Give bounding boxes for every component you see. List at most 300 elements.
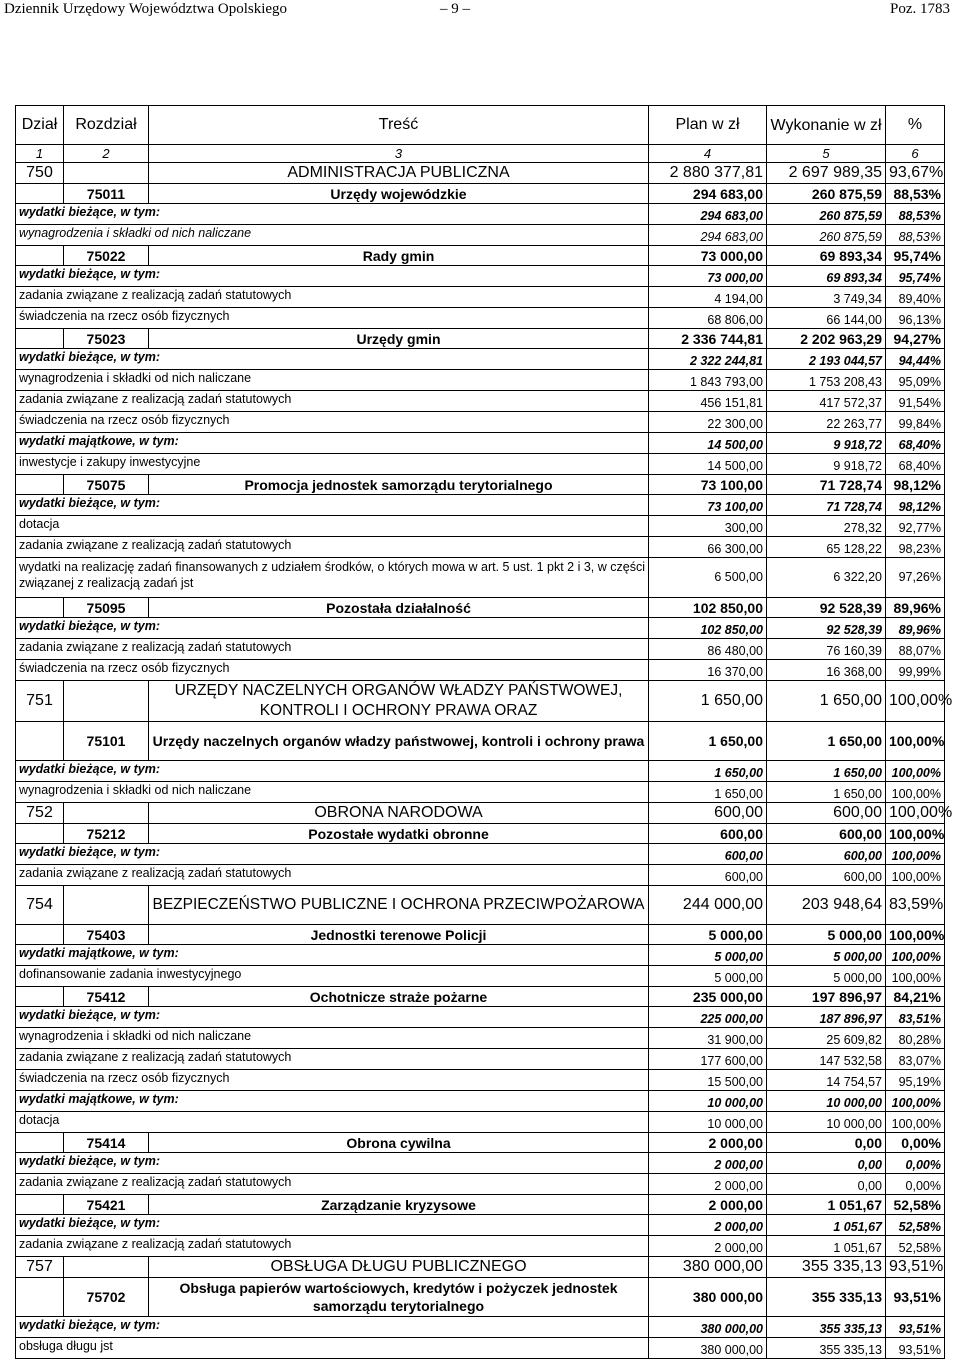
percent-value: 0,00% bbox=[886, 1174, 945, 1195]
chapter-code: 75011 bbox=[64, 184, 149, 204]
percent-value: 52,58% bbox=[886, 1215, 945, 1236]
plan-value: 1 650,00 bbox=[649, 681, 767, 722]
percent-value: 93,51% bbox=[886, 1278, 945, 1317]
execution-value: 1 051,67 bbox=[767, 1236, 886, 1257]
empty-cell bbox=[64, 886, 149, 925]
percent-value: 93,51% bbox=[886, 1338, 945, 1359]
percent-value: 88,53% bbox=[886, 184, 945, 204]
plan-value: 68 806,00 bbox=[649, 308, 767, 329]
execution-value: 65 128,22 bbox=[767, 537, 886, 558]
expense-row bbox=[16, 865, 945, 886]
empty-cell bbox=[64, 1257, 149, 1278]
expense-row bbox=[16, 308, 945, 329]
percent-value: 93,51% bbox=[886, 1317, 945, 1338]
plan-value: 86 480,00 bbox=[649, 639, 767, 660]
plan-value: 5 000,00 bbox=[649, 945, 767, 966]
percent-value: 88,53% bbox=[886, 225, 945, 246]
percent-value: 100,00% bbox=[886, 844, 945, 865]
plan-value: 2 336 744,81 bbox=[649, 329, 767, 349]
chapter-row bbox=[16, 475, 945, 495]
plan-value: 380 000,00 bbox=[649, 1338, 767, 1359]
expense-label: zadania związane z realizacją zadań statutowych bbox=[16, 287, 649, 308]
chapter-code: 75421 bbox=[64, 1195, 149, 1215]
percent-value: 93,67% bbox=[886, 163, 945, 184]
expense-label: wynagrodzenia i składki od nich naliczane bbox=[16, 1028, 649, 1049]
execution-value: 71 728,74 bbox=[767, 495, 886, 516]
plan-value: 1 650,00 bbox=[649, 761, 767, 782]
chapter-name: Urzędy wojewódzkie bbox=[149, 184, 649, 204]
chapter-row bbox=[16, 824, 945, 844]
percent-value: 99,84% bbox=[886, 412, 945, 433]
expense-row bbox=[16, 844, 945, 865]
expense-label: wydatki bieżące, w tym: bbox=[16, 495, 649, 516]
execution-value: 355 335,13 bbox=[767, 1278, 886, 1317]
percent-value: 100,00% bbox=[886, 865, 945, 886]
percent-value: 100,00% bbox=[886, 722, 945, 761]
execution-value: 0,00 bbox=[767, 1174, 886, 1195]
expense-row bbox=[16, 1028, 945, 1049]
section-row bbox=[16, 1257, 945, 1278]
chapter-name: Urzędy naczelnych organów władzy państwowej, kontroli i ochrony prawa bbox=[149, 722, 649, 761]
expense-label: zadania związane z realizacją zadań statutowych bbox=[16, 1049, 649, 1070]
percent-value: 100,00% bbox=[886, 945, 945, 966]
plan-value: 2 000,00 bbox=[649, 1153, 767, 1174]
expense-label: wydatki bieżące, w tym: bbox=[16, 618, 649, 639]
percent-value: 68,40% bbox=[886, 433, 945, 454]
execution-value: 600,00 bbox=[767, 803, 886, 824]
chapter-name: Jednostki terenowe Policji bbox=[149, 925, 649, 945]
plan-value: 10 000,00 bbox=[649, 1112, 767, 1133]
plan-value: 600,00 bbox=[649, 844, 767, 865]
expense-row bbox=[16, 1070, 945, 1091]
execution-value: 3 749,34 bbox=[767, 287, 886, 308]
expense-row bbox=[16, 1007, 945, 1028]
budget-table bbox=[15, 105, 953, 1359]
plan-value: 102 850,00 bbox=[649, 618, 767, 639]
expense-label: wydatki bieżące, w tym: bbox=[16, 761, 649, 782]
plan-value: 235 000,00 bbox=[649, 987, 767, 1007]
execution-value: 600,00 bbox=[767, 865, 886, 886]
plan-value: 16 370,00 bbox=[649, 660, 767, 681]
section-row bbox=[16, 681, 945, 722]
execution-value: 203 948,64 bbox=[767, 886, 886, 925]
chapter-name: Rady gmin bbox=[149, 246, 649, 266]
expense-label: świadczenia na rzecz osób fizycznych bbox=[16, 412, 649, 433]
expense-label: zadania związane z realizacją zadań statutowych bbox=[16, 1174, 649, 1195]
expense-row bbox=[16, 1153, 945, 1174]
expense-label: wydatki bieżące, w tym: bbox=[16, 204, 649, 225]
expense-row bbox=[16, 639, 945, 660]
empty-cell bbox=[16, 722, 64, 761]
chapter-code: 75023 bbox=[64, 329, 149, 349]
expense-row bbox=[16, 782, 945, 803]
column-number: 4 bbox=[649, 145, 767, 163]
chapter-code: 75414 bbox=[64, 1133, 149, 1153]
execution-value: 1 753 208,43 bbox=[767, 370, 886, 391]
page-header bbox=[0, 0, 960, 20]
expense-row bbox=[16, 1049, 945, 1070]
expense-row bbox=[16, 433, 945, 454]
percent-value: 93,51% bbox=[886, 1257, 945, 1278]
plan-value: 244 000,00 bbox=[649, 886, 767, 925]
page-number: – 9 – bbox=[440, 1, 470, 17]
empty-cell bbox=[16, 824, 64, 844]
plan-value: 2 000,00 bbox=[649, 1195, 767, 1215]
plan-value: 600,00 bbox=[649, 865, 767, 886]
expense-label: wydatki majątkowe, w tym: bbox=[16, 1091, 649, 1112]
expense-label: świadczenia na rzecz osób fizycznych bbox=[16, 308, 649, 329]
execution-value: 197 896,97 bbox=[767, 987, 886, 1007]
expense-label: dotacja bbox=[16, 516, 649, 537]
plan-value: 10 000,00 bbox=[649, 1091, 767, 1112]
chapter-code: 75022 bbox=[64, 246, 149, 266]
plan-value: 6 500,00 bbox=[649, 558, 767, 598]
plan-value: 600,00 bbox=[649, 824, 767, 844]
empty-cell bbox=[16, 1278, 64, 1317]
empty-cell bbox=[16, 184, 64, 204]
expense-row bbox=[16, 1338, 945, 1359]
empty-cell bbox=[16, 1195, 64, 1215]
empty-cell bbox=[16, 598, 64, 618]
execution-value: 66 144,00 bbox=[767, 308, 886, 329]
execution-value: 14 754,57 bbox=[767, 1070, 886, 1091]
chapter-code: 75095 bbox=[64, 598, 149, 618]
chapter-row bbox=[16, 1278, 945, 1317]
empty-cell bbox=[16, 475, 64, 495]
execution-value: 92 528,39 bbox=[767, 598, 886, 618]
execution-value: 9 918,72 bbox=[767, 433, 886, 454]
expense-label: wydatki bieżące, w tym: bbox=[16, 1215, 649, 1236]
plan-value: 2 000,00 bbox=[649, 1215, 767, 1236]
percent-value: 97,26% bbox=[886, 558, 945, 598]
percent-value: 94,27% bbox=[886, 329, 945, 349]
expense-label: wydatki majątkowe, w tym: bbox=[16, 433, 649, 454]
expense-row bbox=[16, 1215, 945, 1236]
percent-value: 100,00% bbox=[886, 824, 945, 844]
execution-value: 260 875,59 bbox=[767, 184, 886, 204]
section-code: 750 bbox=[16, 163, 64, 184]
section-name: OBRONA NARODOWA bbox=[149, 803, 649, 824]
expense-row bbox=[16, 225, 945, 246]
plan-value: 225 000,00 bbox=[649, 1007, 767, 1028]
table-header-row bbox=[16, 106, 945, 145]
expense-label: wydatki bieżące, w tym: bbox=[16, 1007, 649, 1028]
section-row bbox=[16, 803, 945, 824]
column-number: 2 bbox=[64, 145, 149, 163]
plan-value: 73 100,00 bbox=[649, 495, 767, 516]
execution-value: 5 000,00 bbox=[767, 925, 886, 945]
percent-value: 52,58% bbox=[886, 1195, 945, 1215]
expense-label: zadania związane z realizacją zadań statutowych bbox=[16, 639, 649, 660]
expense-row bbox=[16, 537, 945, 558]
plan-value: 2 000,00 bbox=[649, 1133, 767, 1153]
percent-value: 83,59% bbox=[886, 886, 945, 925]
chapter-code: 75101 bbox=[64, 722, 149, 761]
execution-value: 10 000,00 bbox=[767, 1112, 886, 1133]
empty-cell bbox=[16, 246, 64, 266]
percent-value: 100,00% bbox=[886, 681, 945, 722]
execution-value: 22 263,77 bbox=[767, 412, 886, 433]
execution-value: 2 202 963,29 bbox=[767, 329, 886, 349]
expense-row bbox=[16, 412, 945, 433]
plan-value: 5 000,00 bbox=[649, 966, 767, 987]
execution-value: 25 609,82 bbox=[767, 1028, 886, 1049]
section-code: 752 bbox=[16, 803, 64, 824]
chapter-code: 75702 bbox=[64, 1278, 149, 1317]
budget-table-body bbox=[16, 106, 953, 1359]
section-name: URZĘDY NACZELNYCH ORGANÓW WŁADZY PAŃSTWOWEJ, KONTROLI I OCHRONY PRAWA ORAZ bbox=[149, 681, 649, 722]
expense-label: wydatki na realizację zadań finansowanych z udziałem środków, o których mowa w art. 5 ust. 1 pkt 2 i 3, w części związanej z realizacją zadań jst bbox=[16, 558, 649, 598]
section-name: ADMINISTRACJA PUBLICZNA bbox=[149, 163, 649, 184]
plan-value: 380 000,00 bbox=[649, 1257, 767, 1278]
column-number: 1 bbox=[16, 145, 64, 163]
execution-value: 600,00 bbox=[767, 824, 886, 844]
empty-cell bbox=[16, 329, 64, 349]
empty-cell bbox=[16, 925, 64, 945]
chapter-name: Obrona cywilna bbox=[149, 1133, 649, 1153]
percent-value: 94,44% bbox=[886, 349, 945, 370]
expense-label: wynagrodzenia i składki od nich naliczane bbox=[16, 225, 649, 246]
execution-value: 10 000,00 bbox=[767, 1091, 886, 1112]
chapter-name: Zarządzanie kryzysowe bbox=[149, 1195, 649, 1215]
percent-value: 0,00% bbox=[886, 1153, 945, 1174]
chapter-name: Obsługa papierów wartościowych, kredytów i pożyczek jednostek samorządu terytorialnego bbox=[149, 1278, 649, 1317]
plan-value: 1 650,00 bbox=[649, 722, 767, 761]
percent-value: 100,00% bbox=[886, 761, 945, 782]
execution-value: 355 335,13 bbox=[767, 1338, 886, 1359]
percent-value: 95,74% bbox=[886, 246, 945, 266]
execution-value: 1 650,00 bbox=[767, 722, 886, 761]
section-row bbox=[16, 886, 945, 925]
expense-label: świadczenia na rzecz osób fizycznych bbox=[16, 660, 649, 681]
plan-value: 4 194,00 bbox=[649, 287, 767, 308]
plan-value: 456 151,81 bbox=[649, 391, 767, 412]
execution-value: 69 893,34 bbox=[767, 266, 886, 287]
expense-row bbox=[16, 966, 945, 987]
plan-value: 2 000,00 bbox=[649, 1174, 767, 1195]
expense-row bbox=[16, 618, 945, 639]
plan-value: 73 000,00 bbox=[649, 266, 767, 287]
percent-value: 92,77% bbox=[886, 516, 945, 537]
execution-value: 600,00 bbox=[767, 844, 886, 865]
column-number: 3 bbox=[149, 145, 649, 163]
expense-row bbox=[16, 1236, 945, 1257]
expense-row bbox=[16, 1091, 945, 1112]
expense-row bbox=[16, 266, 945, 287]
expense-row bbox=[16, 204, 945, 225]
percent-value: 89,96% bbox=[886, 598, 945, 618]
expense-label: wynagrodzenia i składki od nich naliczane bbox=[16, 370, 649, 391]
header-percent: % bbox=[886, 106, 945, 145]
execution-value: 92 528,39 bbox=[767, 618, 886, 639]
execution-value: 260 875,59 bbox=[767, 225, 886, 246]
percent-value: 88,53% bbox=[886, 204, 945, 225]
plan-value: 600,00 bbox=[649, 803, 767, 824]
section-name: OBSŁUGA DŁUGU PUBLICZNEGO bbox=[149, 1257, 649, 1278]
expense-label: dofinansowanie zadania inwestycyjnego bbox=[16, 966, 649, 987]
percent-value: 100,00% bbox=[886, 803, 945, 824]
percent-value: 0,00% bbox=[886, 1133, 945, 1153]
execution-value: 1 650,00 bbox=[767, 761, 886, 782]
expense-row bbox=[16, 370, 945, 391]
empty-cell bbox=[64, 803, 149, 824]
plan-value: 2 000,00 bbox=[649, 1236, 767, 1257]
plan-value: 14 500,00 bbox=[649, 454, 767, 475]
empty-cell bbox=[64, 681, 149, 722]
execution-value: 2 193 044,57 bbox=[767, 349, 886, 370]
expense-label: obsługa długu jst bbox=[16, 1338, 649, 1359]
expense-row bbox=[16, 1317, 945, 1338]
percent-value: 98,23% bbox=[886, 537, 945, 558]
execution-value: 0,00 bbox=[767, 1153, 886, 1174]
expense-row bbox=[16, 761, 945, 782]
expense-row bbox=[16, 454, 945, 475]
section-code: 757 bbox=[16, 1257, 64, 1278]
expense-row bbox=[16, 516, 945, 537]
expense-row bbox=[16, 660, 945, 681]
percent-value: 91,54% bbox=[886, 391, 945, 412]
column-number: 6 bbox=[886, 145, 945, 163]
column-number-row bbox=[16, 145, 945, 163]
empty-cell bbox=[64, 163, 149, 184]
plan-value: 380 000,00 bbox=[649, 1317, 767, 1338]
percent-value: 100,00% bbox=[886, 1112, 945, 1133]
percent-value: 84,21% bbox=[886, 987, 945, 1007]
expense-row bbox=[16, 1112, 945, 1133]
section-code: 754 bbox=[16, 886, 64, 925]
expense-row bbox=[16, 945, 945, 966]
percent-value: 52,58% bbox=[886, 1236, 945, 1257]
expense-label: wydatki bieżące, w tym: bbox=[16, 1153, 649, 1174]
header-wykonanie: Wykonanie w zł bbox=[767, 106, 886, 145]
execution-value: 355 335,13 bbox=[767, 1317, 886, 1338]
chapter-row bbox=[16, 329, 945, 349]
expense-label: zadania związane z realizacją zadań statutowych bbox=[16, 865, 649, 886]
chapter-row bbox=[16, 246, 945, 266]
expense-row bbox=[16, 391, 945, 412]
plan-value: 5 000,00 bbox=[649, 925, 767, 945]
percent-value: 95,19% bbox=[886, 1070, 945, 1091]
chapter-name: Promocja jednostek samorządu terytorialnego bbox=[149, 475, 649, 495]
plan-value: 102 850,00 bbox=[649, 598, 767, 618]
plan-value: 31 900,00 bbox=[649, 1028, 767, 1049]
section-row bbox=[16, 163, 945, 184]
chapter-row bbox=[16, 925, 945, 945]
execution-value: 1 650,00 bbox=[767, 782, 886, 803]
execution-value: 1 051,67 bbox=[767, 1215, 886, 1236]
plan-value: 177 600,00 bbox=[649, 1049, 767, 1070]
execution-value: 147 532,58 bbox=[767, 1049, 886, 1070]
expense-row bbox=[16, 558, 945, 598]
plan-value: 14 500,00 bbox=[649, 433, 767, 454]
execution-value: 355 335,13 bbox=[767, 1257, 886, 1278]
percent-value: 100,00% bbox=[886, 782, 945, 803]
plan-value: 15 500,00 bbox=[649, 1070, 767, 1091]
execution-value: 187 896,97 bbox=[767, 1007, 886, 1028]
percent-value: 89,96% bbox=[886, 618, 945, 639]
percent-value: 100,00% bbox=[886, 925, 945, 945]
chapter-row bbox=[16, 184, 945, 204]
plan-value: 1 650,00 bbox=[649, 782, 767, 803]
expense-label: wydatki bieżące, w tym: bbox=[16, 1317, 649, 1338]
percent-value: 80,28% bbox=[886, 1028, 945, 1049]
expense-label: wydatki majątkowe, w tym: bbox=[16, 945, 649, 966]
plan-value: 294 683,00 bbox=[649, 204, 767, 225]
empty-cell bbox=[16, 1133, 64, 1153]
percent-value: 88,07% bbox=[886, 639, 945, 660]
execution-value: 417 572,37 bbox=[767, 391, 886, 412]
header-plan: Plan w zł bbox=[649, 106, 767, 145]
chapter-code: 75412 bbox=[64, 987, 149, 1007]
journal-title: Dziennik Urzędowy Województwa Opolskiego bbox=[4, 1, 288, 17]
percent-value: 98,12% bbox=[886, 495, 945, 516]
expense-row bbox=[16, 287, 945, 308]
plan-value: 294 683,00 bbox=[649, 184, 767, 204]
execution-value: 5 000,00 bbox=[767, 966, 886, 987]
chapter-code: 75403 bbox=[64, 925, 149, 945]
plan-value: 2 880 377,81 bbox=[649, 163, 767, 184]
expense-row bbox=[16, 1174, 945, 1195]
chapter-name: Ochotnicze straże pożarne bbox=[149, 987, 649, 1007]
expense-label: zadania związane z realizacją zadań statutowych bbox=[16, 537, 649, 558]
expense-label: wydatki bieżące, w tym: bbox=[16, 844, 649, 865]
percent-value: 96,13% bbox=[886, 308, 945, 329]
execution-value: 6 322,20 bbox=[767, 558, 886, 598]
execution-value: 9 918,72 bbox=[767, 454, 886, 475]
chapter-row bbox=[16, 1133, 945, 1153]
expense-label: zadania związane z realizacją zadań statutowych bbox=[16, 1236, 649, 1257]
percent-value: 99,99% bbox=[886, 660, 945, 681]
execution-value: 71 728,74 bbox=[767, 475, 886, 495]
header-tresc: Treść bbox=[149, 106, 649, 145]
expense-label: zadania związane z realizacją zadań statutowych bbox=[16, 391, 649, 412]
chapter-row bbox=[16, 1195, 945, 1215]
chapter-code: 75075 bbox=[64, 475, 149, 495]
execution-value: 260 875,59 bbox=[767, 204, 886, 225]
plan-value: 2 322 244,81 bbox=[649, 349, 767, 370]
expense-label: wydatki bieżące, w tym: bbox=[16, 349, 649, 370]
section-name: BEZPIECZEŃSTWO PUBLICZNE I OCHRONA PRZECIWPOŻAROWA bbox=[149, 886, 649, 925]
empty-cell bbox=[16, 987, 64, 1007]
percent-value: 100,00% bbox=[886, 966, 945, 987]
execution-value: 0,00 bbox=[767, 1133, 886, 1153]
percent-value: 98,12% bbox=[886, 475, 945, 495]
chapter-row bbox=[16, 722, 945, 761]
plan-value: 22 300,00 bbox=[649, 412, 767, 433]
execution-value: 278,32 bbox=[767, 516, 886, 537]
expense-label: świadczenia na rzecz osób fizycznych bbox=[16, 1070, 649, 1091]
execution-value: 1 650,00 bbox=[767, 681, 886, 722]
expense-label: wynagrodzenia i składki od nich naliczane bbox=[16, 782, 649, 803]
plan-value: 294 683,00 bbox=[649, 225, 767, 246]
execution-value: 16 368,00 bbox=[767, 660, 886, 681]
percent-value: 83,07% bbox=[886, 1049, 945, 1070]
percent-value: 83,51% bbox=[886, 1007, 945, 1028]
position-number: Poz. 1783 bbox=[890, 1, 950, 17]
plan-value: 73 000,00 bbox=[649, 246, 767, 266]
execution-value: 69 893,34 bbox=[767, 246, 886, 266]
chapter-name: Urzędy gmin bbox=[149, 329, 649, 349]
execution-value: 1 051,67 bbox=[767, 1195, 886, 1215]
execution-value: 76 160,39 bbox=[767, 639, 886, 660]
chapter-name: Pozostała działalność bbox=[149, 598, 649, 618]
chapter-row bbox=[16, 598, 945, 618]
expense-row bbox=[16, 349, 945, 370]
plan-value: 1 843 793,00 bbox=[649, 370, 767, 391]
chapter-code: 75212 bbox=[64, 824, 149, 844]
percent-value: 68,40% bbox=[886, 454, 945, 475]
percent-value: 95,74% bbox=[886, 266, 945, 287]
